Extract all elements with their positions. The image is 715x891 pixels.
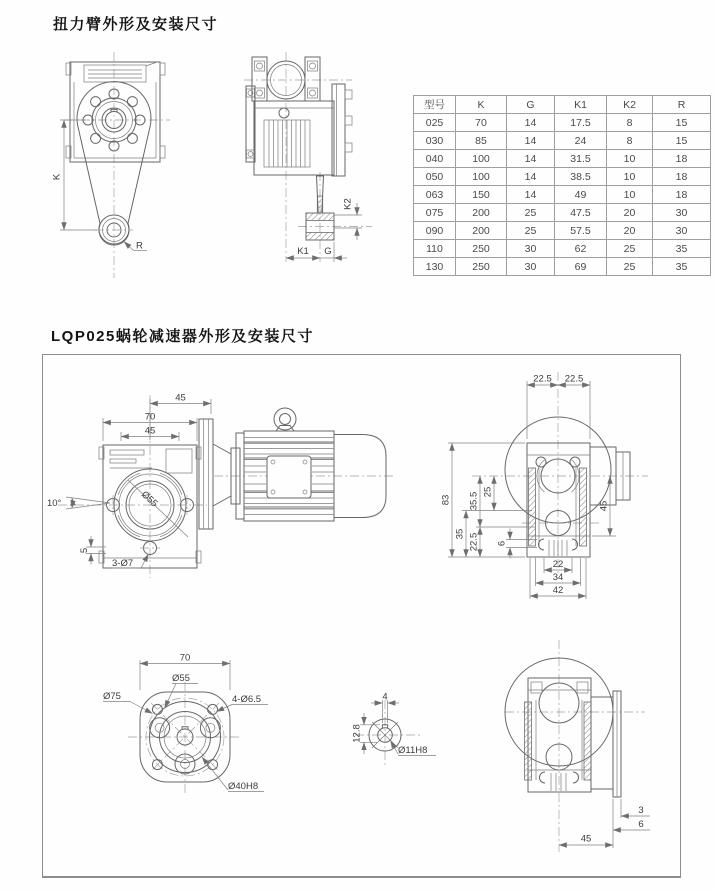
table-cell: 200 [456, 222, 507, 240]
table-cell: 30 [507, 258, 555, 276]
motor-nameplate [267, 456, 311, 498]
table-row [414, 258, 711, 276]
table-cell: 10 [607, 186, 653, 204]
dim-label: 12.8 [351, 724, 363, 743]
dim-label: Ø55 [138, 489, 160, 510]
table-header-cell: K [456, 96, 507, 114]
dim-label: 34 [552, 572, 564, 583]
table-cell: 18 [653, 186, 711, 204]
table-row [414, 186, 711, 204]
table-header-cell: 型号 [414, 96, 456, 114]
dim-label: 5 [79, 547, 90, 554]
table-cell: 70 [456, 114, 507, 132]
motor-side-view [199, 408, 386, 529]
dim-label: 83 [440, 494, 452, 506]
table-cell: 10 [607, 150, 653, 168]
table-cell: 025 [414, 114, 456, 132]
dim-label: 3-Ø7 [112, 558, 134, 569]
table-cell: 10 [607, 168, 653, 186]
table-cell: 14 [507, 168, 555, 186]
dim-label: Ø55 [172, 673, 190, 684]
dim-label: 45 [580, 833, 592, 845]
table-cell: 25 [507, 204, 555, 222]
table-cell: 30 [653, 204, 711, 222]
table-cell: 8 [607, 114, 653, 132]
table-cell: 69 [555, 258, 607, 276]
dim-label: K [51, 173, 63, 181]
table-row [414, 114, 711, 132]
dim-label: 70 [144, 411, 156, 423]
table-cell: 090 [414, 222, 456, 240]
dim-label: 35.5 [468, 491, 480, 511]
table-cell: 063 [414, 186, 456, 204]
table-header-cell: K1 [555, 96, 607, 114]
table-row [414, 240, 711, 258]
table-cell: 14 [507, 132, 555, 150]
dim-label: 42 [552, 585, 564, 596]
dim-label: 25 [482, 486, 494, 498]
torque-arm-front-view-drawing [48, 48, 218, 283]
table-cell: 250 [456, 258, 507, 276]
flange-dimensions [103, 653, 268, 793]
section1-title: 扭力臂外形及安装尺寸 [53, 16, 219, 33]
dim-label: K1 [297, 246, 309, 257]
table-cell: 17.5 [555, 114, 607, 132]
torque-arm-side-view [244, 52, 372, 262]
dim-label: K2 [342, 198, 354, 210]
dim-label: 4-Ø6.5 [232, 694, 262, 705]
table-cell: 20 [607, 222, 653, 240]
assembly-dimensions [47, 393, 211, 570]
table-cell: 62 [555, 240, 607, 258]
table-cell: 25 [607, 258, 653, 276]
table-cell: 14 [507, 114, 555, 132]
table-cell: 31.5 [555, 150, 607, 168]
table-cell: 075 [414, 204, 456, 222]
output-flange-drawing [92, 648, 292, 830]
shaft-bore-drawing [332, 678, 467, 778]
section2-title: LQP025蜗轮减速器外形及安装尺寸 [51, 328, 314, 345]
torque-arm-side-view-drawing [238, 48, 378, 273]
table-cell: 14 [507, 150, 555, 168]
dimension-table [413, 95, 711, 276]
dim-label: 22.5 [468, 532, 480, 552]
eye-bolt [274, 408, 296, 431]
dim-label: R [136, 240, 143, 252]
table-cell: 35 [653, 258, 711, 276]
table-cell: 100 [456, 168, 507, 186]
dim-label: Ø11H8 [398, 745, 428, 756]
table-cell: 18 [653, 150, 711, 168]
dim-label: 4 [382, 691, 388, 703]
dim-label: 22.5 [533, 373, 552, 385]
table-cell: 100 [456, 150, 507, 168]
table-cell: 050 [414, 168, 456, 186]
table-cell: 130 [414, 258, 456, 276]
dim-label: Ø40H8 [228, 781, 259, 792]
table-header-cell: K2 [607, 96, 653, 114]
dim-K1-G [286, 242, 347, 262]
table-cell: 14 [507, 186, 555, 204]
table-cell: 35 [653, 240, 711, 258]
dim-label: 35 [454, 528, 466, 540]
table-cell: 200 [456, 204, 507, 222]
table-cell: 150 [456, 186, 507, 204]
table-header-row [414, 96, 711, 114]
table-cell: 24 [555, 132, 607, 150]
table-row [414, 222, 711, 240]
dim-label: 6 [638, 819, 644, 830]
dim-label: 70 [179, 652, 191, 664]
table-row [414, 168, 711, 186]
shaft-bore-dimensions [352, 692, 437, 757]
table-cell: 85 [456, 132, 507, 150]
gearbox-rear-view [505, 640, 645, 852]
table-header-cell: R [653, 96, 711, 114]
end-view-drawing [442, 368, 678, 608]
dim-label: 10° [47, 498, 62, 509]
table-cell: 250 [456, 240, 507, 258]
table-row [414, 204, 711, 222]
dim-label: 45 [144, 425, 156, 437]
table-cell: 15 [653, 132, 711, 150]
table-cell: 040 [414, 150, 456, 168]
table-cell: 47.5 [555, 204, 607, 222]
rear-view-drawing [496, 636, 678, 864]
dim-R [124, 241, 147, 252]
output-flange-view [128, 682, 242, 795]
table-cell: 15 [653, 114, 711, 132]
table-cell: 20 [607, 204, 653, 222]
dim-label: Ø75 [103, 691, 121, 702]
table-cell: 49 [555, 186, 607, 204]
assembly-drawing [44, 382, 404, 592]
table-cell: 030 [414, 132, 456, 150]
table-cell: 30 [653, 222, 711, 240]
table-cell: 18 [653, 168, 711, 186]
dim-label: 22.5 [564, 373, 584, 385]
table-cell: 25 [507, 222, 555, 240]
table-cell: 25 [607, 240, 653, 258]
dim-label: 3 [638, 805, 644, 816]
dim-K2 [334, 198, 362, 240]
table-cell: 57.5 [555, 222, 607, 240]
table-header-cell: G [507, 96, 555, 114]
dim-label: 45 [598, 500, 610, 512]
rear-view-dimensions [559, 799, 650, 848]
torque-arm-front-view [52, 52, 171, 278]
table-cell: 30 [507, 240, 555, 258]
table-cell: 38.5 [555, 168, 607, 186]
gearbox-side [246, 57, 352, 176]
dim-label: 45 [175, 392, 186, 404]
table-row [414, 150, 711, 168]
dim-label: G [324, 246, 332, 257]
table-cell: 8 [607, 132, 653, 150]
table-row [414, 132, 711, 150]
table-cell: 110 [414, 240, 456, 258]
dim-label: 22 [552, 559, 564, 570]
dim-label: 6 [496, 540, 508, 547]
